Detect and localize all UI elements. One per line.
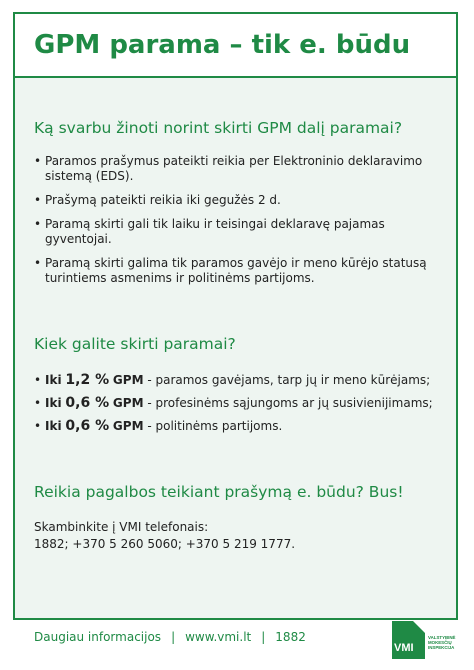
section-heading-what-to-know: Ką svarbu žinoti norint skirti GPM dalį paramai?: [34, 119, 403, 137]
list-item: • Paramą skirti gali tik laiku ir teisingai deklaravę pajamas gyventojai.: [34, 217, 439, 247]
section-heading-help: Reikia pagalbos teikiant prašymą e. būdu? Bus!: [34, 483, 404, 501]
logo-line: MOKESČIŲ: [428, 640, 452, 645]
footer-info: Daugiau informacijos: [34, 630, 162, 644]
contact-info: [34, 519, 295, 553]
amount-percent: 0,6 %: [65, 395, 110, 411]
list-item: [34, 419, 433, 442]
logo-line: INSPEKCIJA: [428, 645, 455, 650]
amount-tax: GPM: [112, 419, 144, 433]
page-title: GPM parama – tik e. būdu: [34, 30, 411, 60]
amount-percent: 1,2 %: [65, 372, 110, 388]
list-item: [34, 373, 433, 396]
amount-prefix: Iki: [45, 419, 62, 433]
amounts-list: [34, 373, 433, 442]
amount-description: - profesinėms sąjungoms ar jų susivienijimams;: [147, 396, 433, 410]
footer-phone: 1882: [275, 630, 306, 644]
amount-description: - paramos gavėjams, tarp jų ir meno kūrėjams;: [147, 373, 431, 387]
amount-prefix: Iki: [45, 396, 62, 410]
amount-tax: GPM: [112, 396, 144, 410]
amount-tax: GPM: [112, 373, 144, 387]
list-item: • Prašymą pateikti reikia iki gegužės 2 d.: [34, 193, 439, 208]
contact-phones: 1882; +370 5 260 5060; +370 5 219 1777.: [34, 537, 296, 551]
logo-mark: [392, 621, 425, 659]
list-item: • Paramą skirti galima tik paramos gavėjo ir meno kūrėjo statusą turintiems asmenims ir politinėms partijoms.: [34, 256, 439, 286]
amount-prefix: Iki: [45, 373, 62, 387]
amount-percent: 0,6 %: [65, 418, 110, 434]
logo-abbreviation: VMI: [394, 642, 414, 654]
footer-separator: |: [261, 630, 266, 644]
requirements-list: [34, 154, 439, 295]
logo-wordmark: [428, 635, 462, 650]
amount-description: - politinėms partijoms.: [147, 419, 283, 433]
list-item: [34, 396, 433, 419]
footer: [34, 630, 306, 644]
logo-line: VALSTYBINĖ: [428, 635, 456, 640]
list-item: • Paramos prašymus pateikti reikia per Elektroninio deklaravimo sistemą (EDS).: [34, 154, 439, 184]
footer-website-link[interactable]: www.vmi.lt: [185, 630, 252, 644]
contact-intro: Skambinkite į VMI telefonais:: [34, 520, 209, 534]
vmi-logo: [392, 621, 460, 659]
footer-separator: |: [171, 630, 176, 644]
section-heading-how-much: Kiek galite skirti paramai?: [34, 335, 236, 353]
